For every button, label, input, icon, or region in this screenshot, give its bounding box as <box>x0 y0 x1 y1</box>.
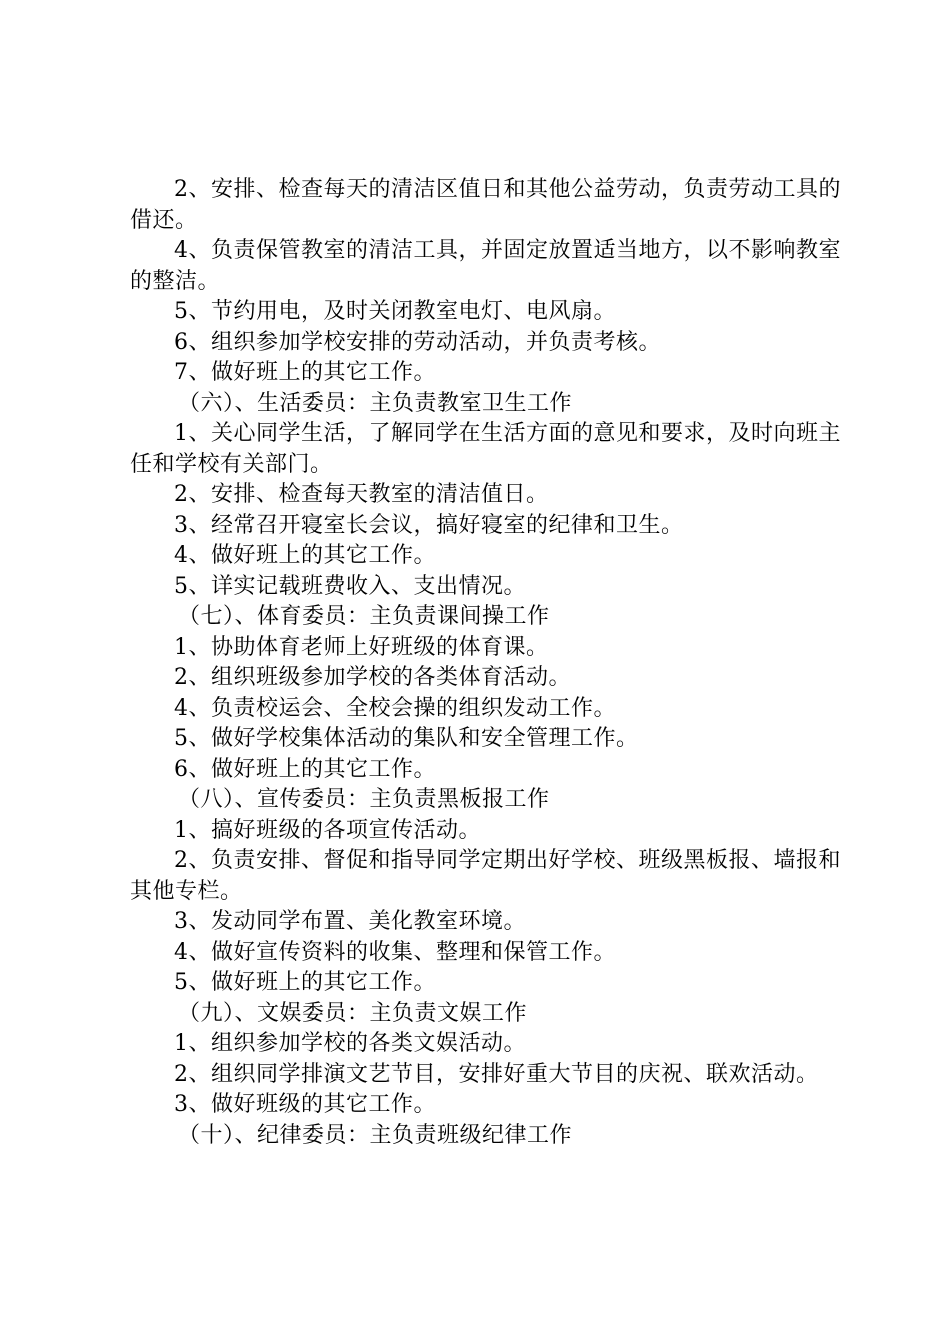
list-item: 6、组织参加学校安排的劳动活动，并负责考核。 <box>174 329 661 355</box>
list-item: 4、做好宣传资料的收集、整理和保管工作。 <box>174 939 616 965</box>
list-item: 2、安排、检查每天教室的清洁值日。 <box>174 482 549 507</box>
list-item: 5、节约用电，及时关闭教室电灯、电风扇。 <box>174 299 616 324</box>
section-heading: （六）、生活委员：主负责教室卫生工作 <box>178 390 573 416</box>
list-item: 4、做好班上的其它工作。 <box>174 543 436 568</box>
list-item: 5、详实记载班费收入、支出情况。 <box>174 573 526 599</box>
list-item: 3、经常召开寝室长会议，搞好寝室的纪律和卫生。 <box>174 512 684 538</box>
list-item: 2、组织班级参加学校的各类体育活动。 <box>174 665 571 690</box>
list-item: 7、做好班上的其它工作。 <box>174 360 436 385</box>
list-item: 4、负责校运会、全校会操的组织发动工作。 <box>174 695 616 721</box>
list-item: 5、做好班上的其它工作。 <box>174 970 436 995</box>
list-item: 6、做好班上的其它工作。 <box>174 756 436 782</box>
list-item: 2、组织同学排演文艺节目，安排好重大节目的庆祝、联欢活动。 <box>174 1061 819 1087</box>
section-heading: （七）、体育委员：主负责课间操工作 <box>178 604 550 629</box>
section-heading: （十）、纪律委员：主负责班级纪律工作 <box>178 1122 573 1148</box>
section-heading: （八）、宣传委员：主负责黑板报工作 <box>178 787 550 812</box>
list-item: 1、搞好班级的各项宣传活动。 <box>174 817 481 843</box>
list-item: 3、做好班级的其它工作。 <box>174 1092 436 1117</box>
list-item: 1、组织参加学校的各类文娱活动。 <box>174 1031 526 1056</box>
section-heading: （九）、文娱委员：主负责文娱工作 <box>178 1000 528 1026</box>
list-item: 2、负责安排、督促和指导同学定期出好学校、班级黑板报、墙报和其他专栏。 <box>130 848 841 904</box>
document-body <box>130 175 850 1151</box>
list-item: 4、负责保管教室的清洁工具，并固定放置适当地方，以不影响教室的整洁。 <box>130 238 841 294</box>
list-item: 1、关心同学生活，了解同学在生活方面的意见和要求，及时向班主任和学校有关部门。 <box>130 421 841 477</box>
list-item: 2、安排、检查每天的清洁区值日和其他公益劳动，负责劳动工具的借还。 <box>130 177 841 233</box>
list-item: 3、发动同学布置、美化教室环境。 <box>174 909 526 934</box>
list-item: 1、协助体育老师上好班级的体育课。 <box>174 634 549 660</box>
list-item: 5、做好学校集体活动的集队和安全管理工作。 <box>174 726 639 751</box>
